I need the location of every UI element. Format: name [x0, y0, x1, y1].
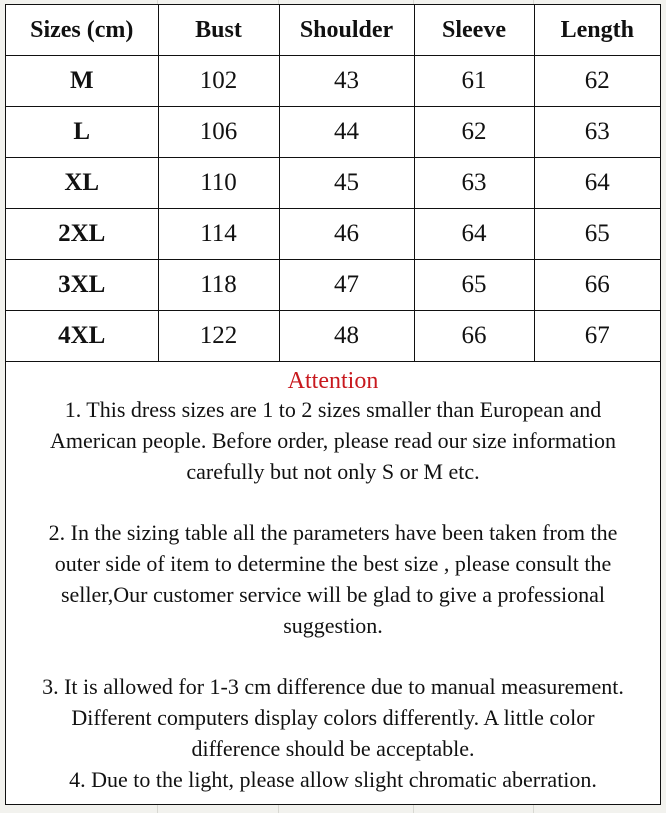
cell-length: 65 — [534, 209, 660, 260]
header-shoulder: Shoulder — [279, 5, 414, 56]
cell-sleeve: 63 — [414, 158, 534, 209]
cell-sleeve: 66 — [414, 311, 534, 362]
cell-shoulder: 47 — [279, 260, 414, 311]
table-row — [6, 311, 660, 362]
cell-shoulder: 44 — [279, 107, 414, 158]
cell-length: 64 — [534, 158, 660, 209]
cell-size: 3XL — [6, 260, 158, 311]
cell-shoulder: 43 — [279, 56, 414, 107]
notes-section — [6, 362, 660, 795]
note-3 — [6, 672, 660, 764]
table-row — [6, 107, 660, 158]
cell-length: 63 — [534, 107, 660, 158]
cell-size: M — [6, 56, 158, 107]
note-line: 4. Due to the light, please allow slight chromatic aberration. — [69, 766, 597, 792]
note-4 — [6, 765, 660, 796]
table-row — [6, 56, 660, 107]
note-line: 2. In the sizing table all the parameters have been taken from the — [48, 520, 618, 546]
header-length: Length — [534, 5, 660, 56]
size-chart — [5, 4, 661, 805]
note-line: suggestion. — [283, 612, 383, 638]
table-row — [6, 158, 660, 209]
note-line: outer side of item to determine the best size , please consult the — [54, 550, 612, 576]
cell-size: 4XL — [6, 311, 158, 362]
cell-size: 2XL — [6, 209, 158, 260]
cell-bust: 110 — [158, 158, 279, 209]
cell-length: 66 — [534, 260, 660, 311]
cell-length: 67 — [534, 311, 660, 362]
note-1 — [6, 395, 660, 487]
header-sleeve: Sleeve — [414, 5, 534, 56]
cell-bust: 106 — [158, 107, 279, 158]
table-row — [6, 260, 660, 311]
cell-bust: 114 — [158, 209, 279, 260]
note-line: Different computers display colors differently. A little color — [71, 704, 595, 730]
cell-shoulder: 46 — [279, 209, 414, 260]
cell-sleeve: 62 — [414, 107, 534, 158]
note-line: seller,Our customer service will be glad to give a professional — [60, 581, 606, 607]
header-bust: Bust — [158, 5, 279, 56]
table-header-row — [6, 5, 660, 56]
cell-bust: 122 — [158, 311, 279, 362]
size-table — [6, 5, 660, 362]
attention-title: Attention — [287, 368, 379, 394]
note-line: 1. This dress sizes are 1 to 2 sizes smaller than European and — [64, 397, 602, 422]
table-row — [6, 209, 660, 260]
note-line: 3. It is allowed for 1-3 cm difference due to manual measurement. — [42, 674, 624, 700]
cell-sleeve: 65 — [414, 260, 534, 311]
cell-shoulder: 48 — [279, 311, 414, 362]
cell-sleeve: 61 — [414, 56, 534, 107]
note-line: carefully but not only S or M etc. — [186, 458, 480, 484]
note-line: American people. Before order, please read our size information — [50, 427, 616, 453]
cell-size: XL — [6, 158, 158, 209]
cell-shoulder: 45 — [279, 158, 414, 209]
note-2 — [6, 518, 660, 641]
header-sizes: Sizes (cm) — [6, 5, 158, 56]
cell-bust: 102 — [158, 56, 279, 107]
cell-bust: 118 — [158, 260, 279, 311]
cell-size: L — [6, 107, 158, 158]
cell-length: 62 — [534, 56, 660, 107]
cell-sleeve: 64 — [414, 209, 534, 260]
note-line: difference should be acceptable. — [191, 735, 475, 761]
